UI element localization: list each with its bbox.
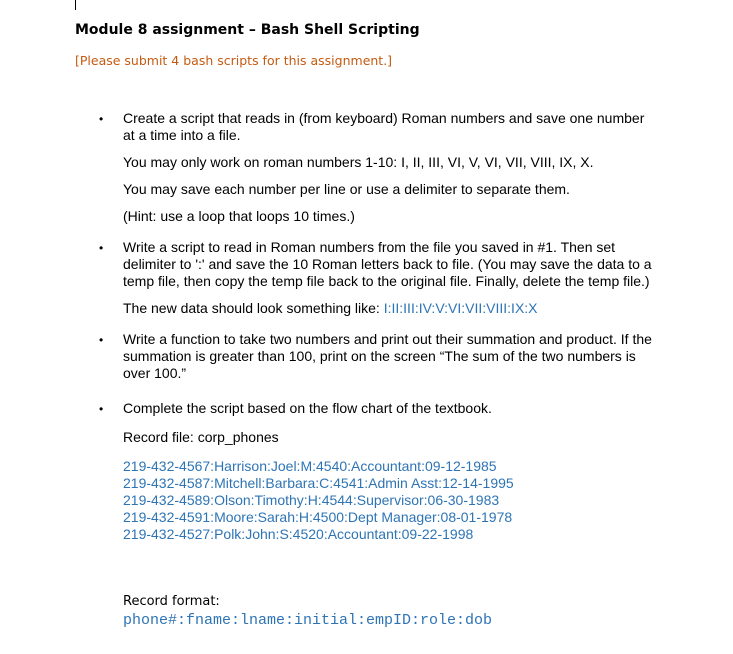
task-1-hint: (Hint: use a loop that loops 10 times.) [123, 208, 355, 224]
bullet-icon: • [99, 241, 104, 255]
task-3-text: Write a function to take two numbers and print out their summation and product. If the summation is greater than 100, print on the screen “The sum of the two numbers is over 100.” [123, 331, 652, 381]
document-title: Module 8 assignment – Bash Shell Scripting [75, 22, 420, 38]
task-4 [0, 400, 653, 543]
record-file-label: Record file: corp_phones [123, 429, 279, 445]
record-line: 219-432-4591:Moore:Sarah:H:4500:Dept Manager:08-01-1978 [123, 509, 513, 525]
task-1 [0, 110, 653, 225]
task-4-text: Complete the script based on the flow chart of the textbook. [123, 400, 492, 416]
task-3 [0, 331, 653, 382]
task-2-example-prefix: The new data should look something like: [123, 300, 384, 316]
record-line: 219-432-4587:Mitchell:Barbara:C:4541:Admin Asst:12-14-1995 [123, 475, 514, 491]
task-2-example-value: I:II:III:IV:V:VI:VII:VIII:IX:X [383, 300, 538, 316]
record-list [123, 458, 653, 543]
bullet-icon: • [99, 112, 104, 126]
submission-note: [Please submit 4 bash scripts for this assignment.] [75, 53, 393, 68]
task-2 [0, 239, 653, 317]
text-cursor [75, 0, 76, 10]
task-1-save: You may save each number per line or use a delimiter to separate them. [123, 181, 570, 197]
task-list [0, 110, 733, 543]
task-2-example [123, 300, 653, 317]
task-1-text: Create a script that reads in (from keyboard) Roman numbers and save one number at a time into a file. [123, 110, 645, 143]
bullet-icon: • [99, 402, 104, 416]
bullet-icon: • [99, 333, 104, 347]
record-line: 219-432-4527:Polk:John:S:4520:Accountant:09-22-1998 [123, 526, 474, 542]
record-format-value: phone#:fname:lname:initial:empID:role:dob [123, 612, 493, 629]
record-line: 219-432-4589:Olson:Timothy:H:4544:Supervisor:06-30-1983 [123, 492, 500, 508]
task-2-text: Write a script to read in Roman numbers from the file you saved in #1. Then set delimiter to ':' and save the 10 Roman letters back to file. (You may save the data to a temp file, then copy the temp file back to the original file. Finally, delete the temp file.) [123, 239, 652, 289]
task-1-range: You may only work on roman numbers 1-10: I, II, III, VI, V, VI, VII, VIII, IX, X. [123, 154, 594, 170]
record-line: 219-432-4567:Harrison:Joel:M:4540:Accountant:09-12-1985 [123, 458, 497, 474]
record-format-label: Record format: [123, 594, 220, 609]
